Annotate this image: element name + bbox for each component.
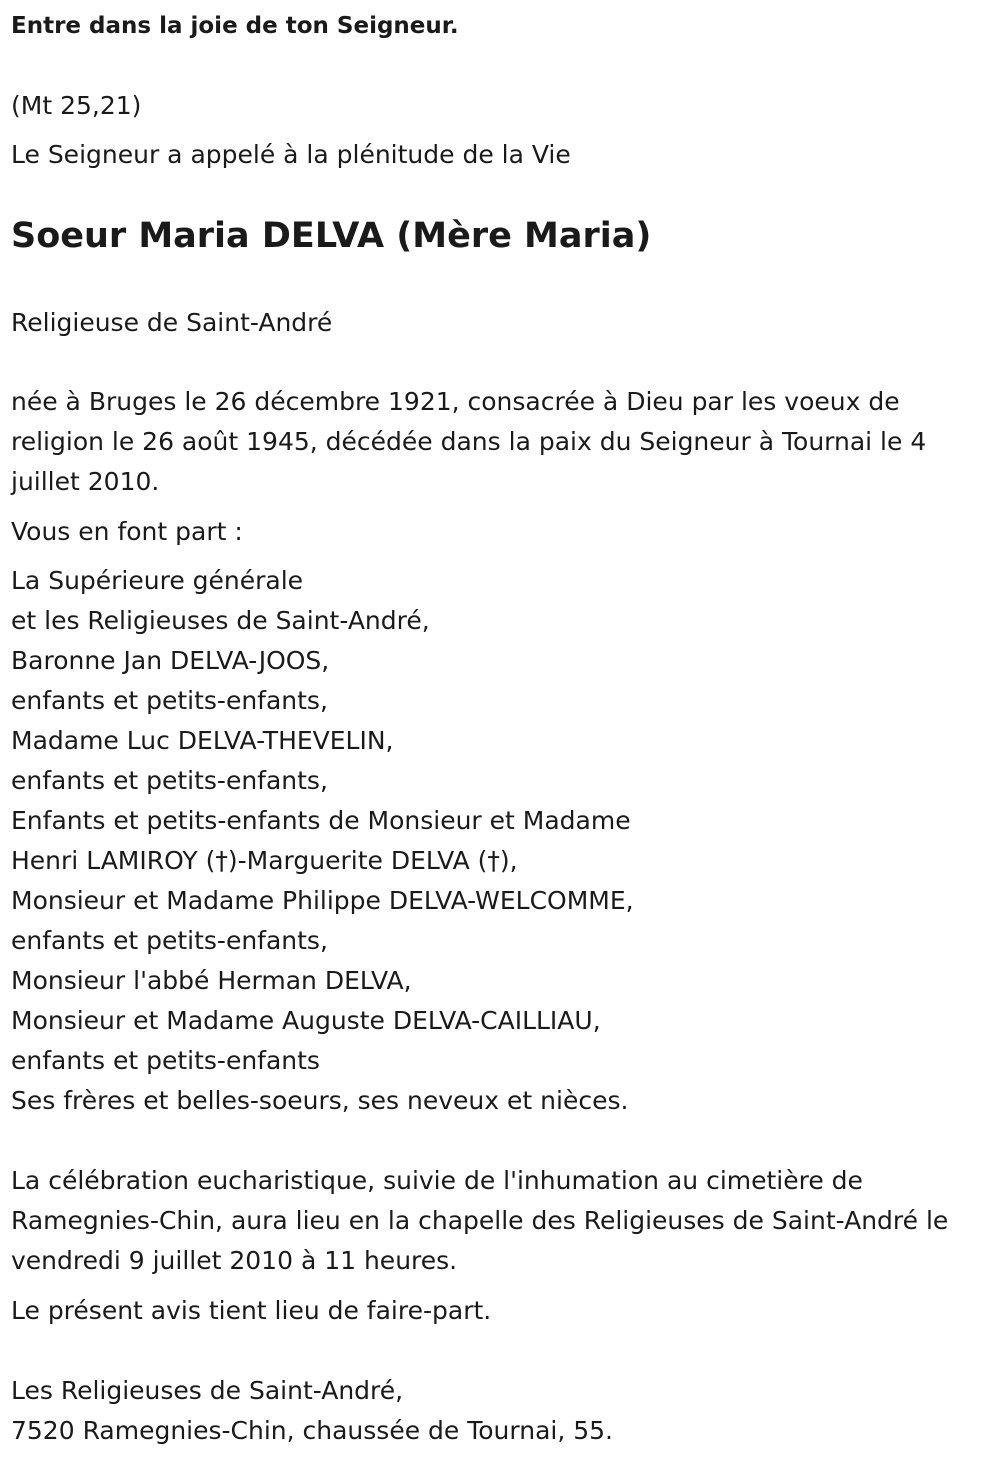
- family-line: enfants et petits-enfants,: [11, 766, 328, 795]
- family-line: La Supérieure générale: [11, 566, 304, 595]
- ceremony-details: La célébration eucharistique, suivie de l'inhumation au cimetière de Ramegnies-Chin, aura lieu en la chapelle des Religieuses de Saint-André le vendredi 9 juillet 2010 à 11 heures.: [11, 1166, 949, 1275]
- family-line: enfants et petits-enfants: [11, 1046, 320, 1075]
- religious-order: Religieuse de Saint-André: [11, 308, 333, 337]
- epigraph: Entre dans la joie de ton Seigneur.: [11, 13, 459, 39]
- family-line: Henri LAMIROY (†)-Marguerite DELVA (†),: [11, 846, 518, 875]
- family-line: Madame Luc DELVA-THEVELIN,: [11, 726, 394, 755]
- notice-text: Le présent avis tient lieu de faire-part.: [11, 1296, 492, 1325]
- signature-line: Les Religieuses de Saint-André,: [11, 1376, 404, 1405]
- family-line: et les Religieuses de Saint-André,: [11, 606, 430, 635]
- scripture-reference: (Mt 25,21): [11, 91, 142, 120]
- family-line: Monsieur et Madame Philippe DELVA-WELCOMME,: [11, 886, 634, 915]
- family-line: Ses frères et belles-soeurs, ses neveux et nièces.: [11, 1086, 629, 1115]
- family-line: Enfants et petits-enfants de Monsieur et Madame: [11, 806, 631, 835]
- signature-block: [11, 1371, 613, 1451]
- family-line: Monsieur et Madame Auguste DELVA-CAILLIAU,: [11, 1006, 601, 1035]
- family-line: Baronne Jan DELVA-JOOS,: [11, 646, 330, 675]
- biography: née à Bruges le 26 décembre 1921, consacrée à Dieu par les voeux de religion le 26 août 1945, décédée dans la paix du Seigneur à Tournai le 4 juillet 2010.: [11, 387, 927, 496]
- family-line: Monsieur l'abbé Herman DELVA,: [11, 966, 412, 995]
- announcement: Vous en font part :: [11, 517, 243, 546]
- family-list: [11, 561, 634, 1121]
- signature-address: 7520 Ramegnies-Chin, chaussée de Tournai, 55.: [11, 1416, 613, 1445]
- intro-text: Le Seigneur a appelé à la plénitude de la Vie: [11, 140, 571, 169]
- deceased-name: Soeur Maria DELVA (Mère Maria): [11, 216, 652, 256]
- family-line: enfants et petits-enfants,: [11, 686, 328, 715]
- family-line: enfants et petits-enfants,: [11, 926, 328, 955]
